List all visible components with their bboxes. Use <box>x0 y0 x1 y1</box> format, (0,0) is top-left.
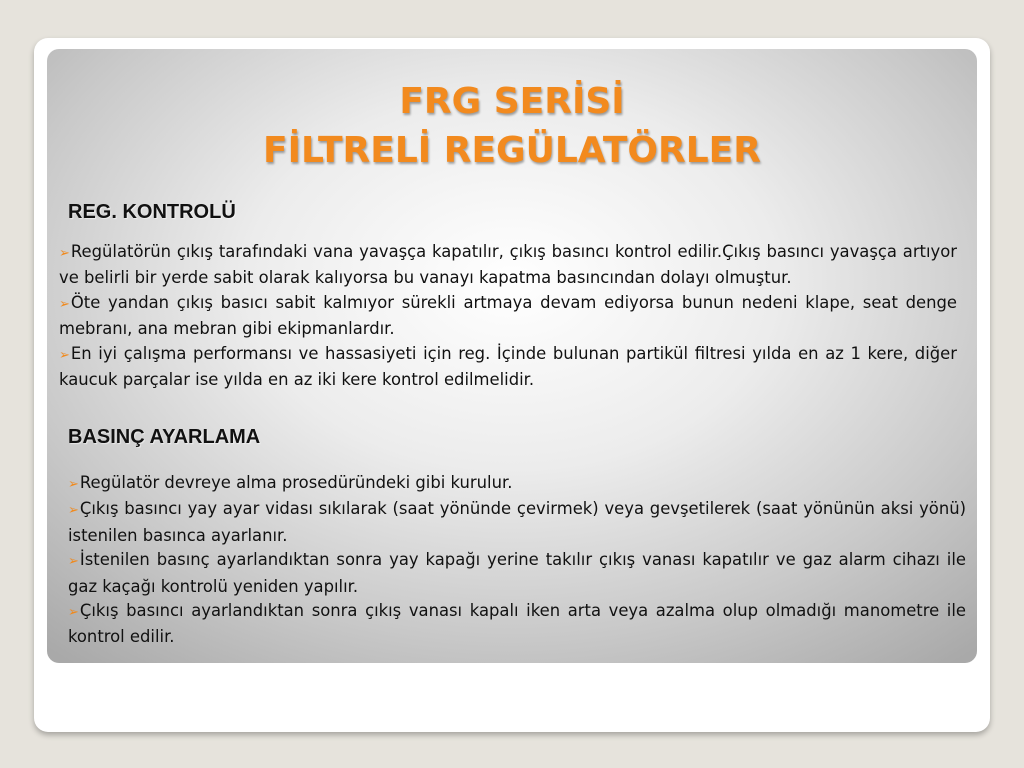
list-item <box>68 548 966 599</box>
section-heading-basinc-ayarlama: BASINÇ AYARLAMA <box>68 426 261 448</box>
arrow-bullet-icon: ➢ <box>59 347 70 363</box>
bullet-text: İstenilen basınç ayarlandıktan sonra yay kapağı yerine takılır çıkış vanası kapatılır ve gaz alarm cihazı ile gaz kaçağı kontrolü yeniden yapılır. <box>68 550 966 596</box>
list-item <box>68 599 966 650</box>
arrow-bullet-icon: ➢ <box>59 296 70 312</box>
bullet-text: En iyi çalışma performansı ve hassasiyeti için reg. İçinde bulunan partikül filtresi yılda en az 1 kere, diğer kaucuk parçalar ise yılda en az iki kere kontrol edilmelidir. <box>59 343 957 390</box>
arrow-bullet-icon: ➢ <box>59 246 70 261</box>
slide-title-line2: FİLTRELİ REGÜLATÖRLER <box>263 130 761 171</box>
list-item <box>59 240 957 291</box>
slide-title-line1: FRG SERİSİ <box>399 81 625 122</box>
bullet-text: Çıkış basıncı yay ayar vidası sıkılarak (saat yönünde çevirmek) veya gevşetilerek (saat yönünün aksi yönü) istenilen basınca ayarlanır. <box>68 499 966 545</box>
arrow-bullet-icon: ➢ <box>68 554 79 570</box>
list-item <box>59 291 957 342</box>
arrow-bullet-icon: ➢ <box>68 503 79 519</box>
slide-panel <box>47 49 977 663</box>
bullet-text: Çıkış basıncı ayarlandıktan sonra çıkış vanası kapalı iken arta veya azalma olup olmadığı manometre ile kontrol edilir. <box>68 601 966 647</box>
section-heading-reg-kontrolu: REG. KONTROLÜ <box>68 201 236 223</box>
arrow-bullet-icon: ➢ <box>68 605 79 621</box>
list-item <box>59 342 957 393</box>
bullet-text: Regülatör devreye alma prosedüründeki gibi kurulur. <box>79 473 513 492</box>
bullet-text: Regülatörün çıkış tarafındaki vana yavaşça kapatılır, çıkış basıncı kontrol edilir.Çıkış basıncı yavaşça artıyor ve belirli bir yerde sabit olarak kalıyorsa bu vanayı kapatma basıncından dolayı olmuştur. <box>59 242 957 288</box>
reg-kontrolu-bullet-list <box>59 240 957 392</box>
list-item <box>68 471 966 497</box>
arrow-bullet-icon: ➢ <box>68 477 79 492</box>
basinc-ayarlama-bullet-list <box>68 471 966 650</box>
bullet-text: Öte yandan çıkış basıcı sabit kalmıyor sürekli artmaya devam ediyorsa bunun nedeni klape, seat denge mebranı, ana mebran gibi ekipmanlardır. <box>59 292 957 339</box>
list-item <box>68 497 966 548</box>
